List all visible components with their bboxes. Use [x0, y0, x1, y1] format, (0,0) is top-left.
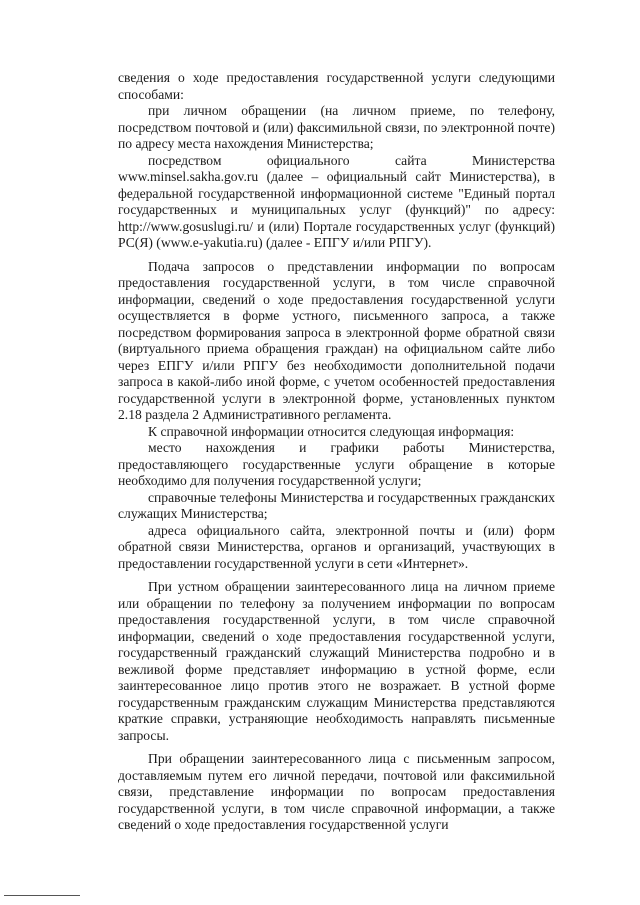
paragraph-oral-request: При устном обращении заинтересованного лица на личном приеме или обращении по телефону за получением информации по вопросам предоставления государственной услуги, в том числе справочной информации, сведений о ходе предоставления государственной услуги, государственный гражданский служащий Министерства подробно и в вежливой форме представляет информацию в устной форме, если заинтересованное лицо против этого не возражает. В устной форме государственным гражданским служащим Министерства представляются краткие справки, устраняющие необходимость направлять письменные запросы. [118, 579, 555, 743]
document-body [118, 70, 555, 834]
paragraph-personal-contact: при личном обращении (на личном приеме, по телефону, посредством почтовой и (или) факсимильной связи, по электронной почте) по адресу места нахождения Министерства; [118, 103, 555, 151]
paragraph-info-methods-intro: сведения о ходе предоставления государственной услуги следующими способами: [118, 70, 555, 102]
paragraph-website-addresses: адреса официального сайта, электронной почты и (или) форм обратной связи Министерства, органов и организаций, участвующих в предоставлении государственной услуги в сети «Интернет». [118, 522, 555, 571]
paragraph-request-submission: Подача запросов о представлении информации по вопросам предоставления государственной услуги, в том числе справочной информации, сведений о ходе предоставления государственной услуги осуществляется в форме устного, письменного запроса, а также посредством формирования запроса в электронной форме обратной связи (виртуального приема обращения граждан) на официальном сайте либо через ЕПГУ и/или РПГУ без необходимости дополнительной подачи запроса в какой-либо иной форме, с учетом особенностей предоставления государственной услуги в электронной форме, установленных пунктом 2.18 раздела 2 Административного регламента. [118, 258, 555, 422]
footnote-separator-line [4, 895, 80, 896]
paragraph-phone-numbers: справочные телефоны Министерства и государственных гражданских служащих Министерства; [118, 489, 555, 521]
paragraph-official-website: посредством официального сайта Министерства www.minsel.sakha.gov.ru (далее – официальный сайт Министерства), в федеральной государственной информационной системе "Единый портал государственных и муниципальных услуг (функций)" по адресу: http://www.gosuslugi.ru/ и (или) Портале государственных услуг (функций) РС(Я) (www.e-yakutia.ru) (далее - ЕПГУ и/или РПГУ). [118, 152, 555, 250]
paragraph-reference-info-heading: К справочной информации относится следующая информация: [148, 423, 515, 439]
paragraph-written-request: При обращении заинтересованного лица с письменным запросом, доставляемым путем его личной передачи, почтовой или факсимильной связи, представление информации по вопросам предоставления государственной услуги, в том числе справочной информации, а также сведений о ходе предоставления государственной услуги [118, 751, 555, 832]
paragraph-location-schedule: место нахождения и графики работы Министерства, предоставляющего государственные услуги обращение в которые необходимо для получения государственной услуги; [118, 440, 555, 488]
